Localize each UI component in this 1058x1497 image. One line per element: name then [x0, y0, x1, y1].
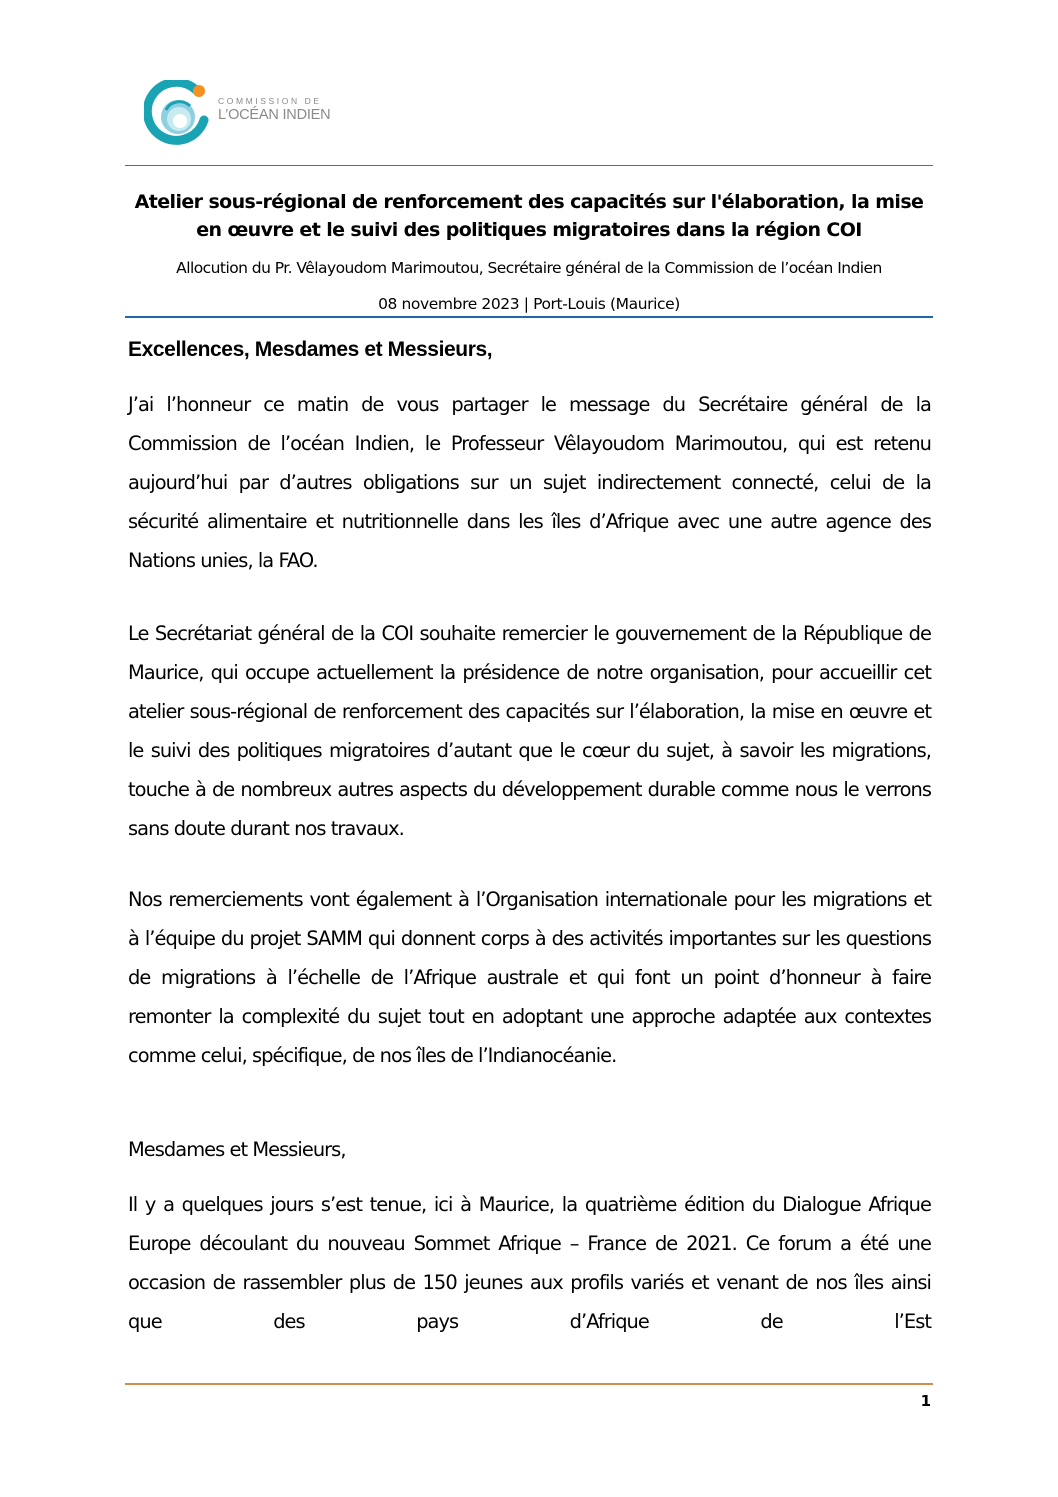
document-subtitle: Allocution du Pr. Vêlayoudom Marimoutou, Secrétaire général de la Commission de l’océan Indien	[176, 259, 882, 277]
footer-divider	[125, 1383, 933, 1385]
date-place: 08 novembre 2023 | Port-Louis (Maurice)	[378, 295, 680, 313]
header-divider-bottom	[125, 316, 933, 318]
coi-logo-icon	[144, 80, 210, 146]
paragraph-5: Il y a quelques jours s’est tenue, ici à Maurice, la quatrième édition du Dialogue Afrique Europe découlant du nouveau Sommet Afrique – France de 2021. Ce forum a été une occasion de rassembler plus de 150 jeunes aux profils variés et venant de nos îles ainsi que des pays d’Afrique de l’Est	[128, 1193, 931, 1333]
header-divider-top	[125, 165, 933, 166]
logo-wordmark	[218, 96, 330, 123]
paragraph-4: Mesdames et Messieurs,	[128, 1138, 346, 1161]
paragraph-2: Le Secrétariat général de la COI souhaite remercier le gouvernement de la République de Maurice, qui occupe actuellement la présidence de notre organisation, pour accueillir cet atelier sous-régional de renforcement des capacités sur l’élaboration, la mise en œuvre et le suivi des politiques migratoires d’autant que le cœur du sujet, à savoir les migrations, touche à de nombreux autres aspects du développement durable comme nous le verrons sans doute durant nos travaux.	[128, 622, 931, 840]
logo-line-1: COMMISSION DE	[218, 96, 322, 106]
salutation: Excellences, Mesdames et Messieurs,	[128, 338, 493, 361]
document-title: Atelier sous-régional de renforcement des capacités sur l'élaboration, la mise en œuvre et le suivi des politiques migratoires dans la région COI	[134, 191, 924, 241]
paragraph-3: Nos remerciements vont également à l’Organisation internationale pour les migrations et à l’équipe du projet SAMM qui donnent corps à des activités importantes sur les questions de migrations à l’échelle de l’Afrique australe et qui font un point d’honneur à faire remonter la complexité du sujet tout en adoptant une approche adaptée aux contextes comme celui, spécifique, de nos îles de l’Indianocéanie.	[128, 888, 931, 1067]
logo-line-2: L’OCÉAN INDIEN	[218, 107, 331, 123]
page-number: 1	[920, 1392, 931, 1410]
coi-logo	[144, 80, 344, 146]
paragraph-1: J’ai l’honneur ce matin de vous partager le message du Secrétaire général de la Commission de l’océan Indien, le Professeur Vêlayoudom Marimoutou, qui est retenu aujourd’hui par d’autres obligations sur un sujet indirectement connecté, celui de la sécurité alimentaire et nutritionnelle dans les îles d’Afrique avec une autre agence des Nations unies, la FAO.	[128, 393, 931, 572]
